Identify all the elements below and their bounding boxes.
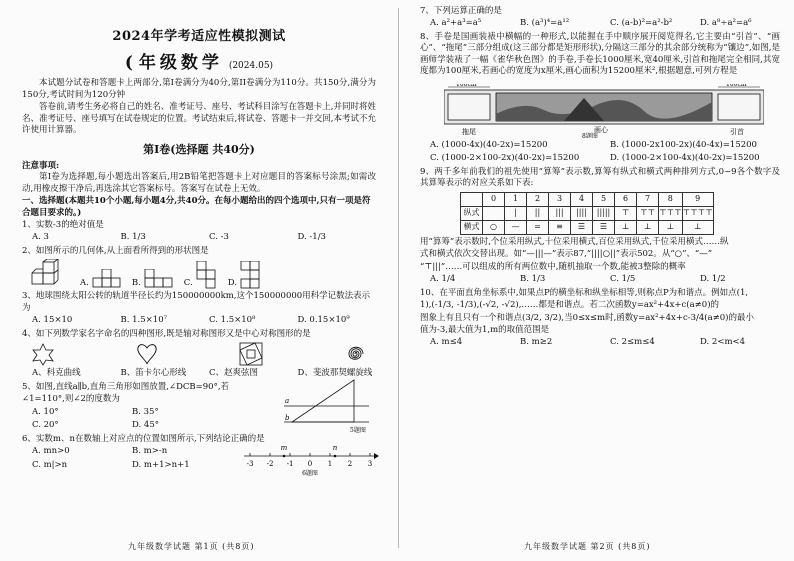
q9-options bbox=[430, 274, 780, 285]
tick-label: 0 bbox=[307, 460, 313, 469]
q4-figures bbox=[30, 342, 368, 366]
table-cell: 4 bbox=[571, 192, 593, 206]
table-cell: ⊤ bbox=[615, 206, 637, 220]
table-cell: 7 bbox=[637, 192, 659, 206]
q6-options-row1 bbox=[32, 446, 222, 457]
table-cell: |||| bbox=[571, 206, 593, 220]
point-n-label: n bbox=[332, 444, 338, 453]
table-cell: ☰ bbox=[593, 220, 615, 234]
table-cell: ○ bbox=[483, 220, 505, 234]
q9-text-2: 式和横式依次交替出现。如“—|||—”表示87,“||||○||”表示502。从“○”、“—” bbox=[420, 249, 713, 260]
q2-choice-b bbox=[132, 269, 174, 289]
q7-option-c: C. (a-b)²=a²-b² bbox=[610, 18, 673, 29]
q9-option-c: C. 1/5 bbox=[610, 274, 636, 285]
q2-choice-c bbox=[184, 261, 218, 289]
q2-choice-d bbox=[228, 261, 262, 289]
table-cell: || bbox=[527, 206, 549, 220]
q10-stem-1: 10、在平面直角坐标系中,如果点P的横坐标和纵坐标相等,则称点P为和谐点。例如点(1, bbox=[420, 287, 749, 298]
q9-stem: 9、两千多年前我们的祖先使用“算筹”表示数,算筹有纵式和横式两种排列方式,0~9各个数字及其算筹表示的对应关系如下表: bbox=[420, 166, 780, 189]
q1-option-b: B. 1/3 bbox=[120, 232, 146, 243]
table-row bbox=[461, 206, 714, 220]
table-cell: ||| bbox=[549, 206, 571, 220]
q2-shape-c bbox=[196, 261, 218, 289]
table-cell: ⊤⊤⊤⊤ bbox=[682, 206, 713, 220]
q4-option-c: C、赵爽弦图 bbox=[209, 368, 259, 379]
subject-prefix: ( bbox=[124, 52, 133, 73]
q2-option-a: A. bbox=[80, 277, 89, 288]
koch-curve-icon bbox=[30, 342, 56, 366]
q6-stem: 6、实数m、n在数轴上对应点的位置如图所示,下列结论正确的是 bbox=[22, 433, 265, 444]
q3-option-b: B. 1.5×10⁷ bbox=[120, 315, 168, 326]
table-cell: ⊥ bbox=[615, 220, 637, 234]
q5-stem-1: 5、如图,直线a∥b,直角三角形如图放置,∠DCB=90°,若 bbox=[22, 381, 230, 392]
table-cell: ☰ bbox=[571, 220, 593, 234]
q10-stem-2: 1),(-1/3, -1/3),(-√2, -√2),……都是和谐点。若二次函数y=ax²+4x+c(a≠0)的 bbox=[420, 300, 720, 311]
q6-number-line bbox=[240, 438, 380, 478]
table-cell: ⊤⊤ bbox=[637, 206, 659, 220]
q8-options-row1 bbox=[430, 140, 780, 151]
q5-options-row2 bbox=[32, 420, 222, 431]
table-cell bbox=[483, 206, 505, 220]
q2-option-b: B. bbox=[131, 277, 141, 288]
q6-figure-label: 6题图 bbox=[302, 470, 318, 478]
intro-paragraph-1: 本试题分试卷和答题卡上两部分,第I卷满分为40分,第II卷满分为110分。共150分,满分为150分,考试时间为120分钟 bbox=[22, 78, 376, 100]
table-cell: | bbox=[505, 206, 527, 220]
q2-shape-a bbox=[92, 269, 122, 289]
page-divider bbox=[398, 8, 399, 548]
cardioid-icon bbox=[134, 342, 160, 366]
q8-option-a: A. (1000-4x)(40-2x)=15200 bbox=[430, 139, 548, 150]
exam-title: 2024年学考适应性模拟测试 bbox=[112, 29, 286, 44]
table-cell: 8 bbox=[659, 192, 683, 206]
q6-block bbox=[22, 446, 376, 478]
subject-date: (2024.05) bbox=[228, 60, 274, 71]
q3-options bbox=[32, 315, 376, 326]
q2-shape-d bbox=[240, 261, 262, 289]
q6-option-d: D. m+1>n+1 bbox=[132, 459, 190, 470]
q7-option-b: B. (a³)⁴=a¹² bbox=[520, 18, 570, 29]
q9-text-1: 用“算筹”表示数时,个位采用纵式,十位采用横式,百位采用纵式,千位采用横式……纵 bbox=[420, 236, 729, 247]
notes-head: 注意事项: bbox=[22, 160, 60, 171]
label-tail-width: 100cm bbox=[456, 83, 477, 88]
right-page bbox=[404, 0, 794, 561]
q1-options bbox=[32, 232, 376, 243]
q10-options bbox=[430, 337, 780, 348]
table-cell: ⊥ bbox=[637, 220, 659, 234]
q5-option-d: D. 45° bbox=[132, 420, 159, 431]
q2-choice-a bbox=[80, 269, 122, 289]
q2-option-c: C. bbox=[183, 277, 193, 288]
q6-options-row2 bbox=[32, 460, 222, 471]
q4-option-b: B、笛卡尔心形线 bbox=[120, 368, 187, 379]
table-cell: ⊥ bbox=[659, 220, 683, 234]
table-row bbox=[461, 220, 714, 234]
q8-option-d: D. (1000-2×100-4x)(40-2x)=15200 bbox=[610, 153, 760, 164]
table-cell: ⊥ bbox=[682, 220, 713, 234]
svg-text:a: a bbox=[285, 396, 290, 405]
tick-label: -2 bbox=[266, 460, 274, 469]
q8-stem: 8、手卷是国画装裱中横幅的一种形式,以能握在手中顺序展开阅览得名,它主要由“引首”、“画心”、“拖尾”三部分组成(这三部分都是矩形形状),分隔这三部分的其余部分统称为“镶边”,如图,是画师学装裱了一幅《雀华秋色图》的手卷,手卷长1000厘米,宽40厘米,引首和拖尾完全相同,其宽度都为100厘米,若画心的宽度为x厘米,画心面积为15200厘米²,根据题意,可列方程是 bbox=[420, 31, 780, 77]
table-cell: 6 bbox=[615, 192, 637, 206]
scroll-painting-figure bbox=[444, 84, 764, 138]
q9-text-3: “⊤|||”……可以组成的所有两位数中,随机抽取一个数,能被3整除的概率 bbox=[420, 261, 686, 272]
q7-option-d: D. a⁸÷a²=a⁶ bbox=[700, 18, 752, 29]
table-cell: ≡ bbox=[549, 220, 571, 234]
subject-line bbox=[22, 52, 376, 75]
table-cell: — bbox=[505, 220, 527, 234]
q7-options bbox=[430, 18, 780, 29]
table-cell: 3 bbox=[549, 192, 571, 206]
part1-head: 一、选择题(本题共10个小题,每小题4分,共40分。在每小题给出的四个选项中,只有一项是符合题目要求的。) bbox=[22, 196, 371, 218]
tick-label: -3 bbox=[246, 460, 254, 469]
q9-option-d: D. 1/2 bbox=[700, 274, 726, 285]
q5-figure-label: 5题图 bbox=[350, 426, 366, 434]
q5-option-a: A. 10° bbox=[32, 406, 59, 417]
q5-option-c: C. 20° bbox=[32, 420, 59, 431]
zhao-shuang-diagram-icon bbox=[238, 342, 264, 366]
label-tail: 拖尾 bbox=[462, 127, 476, 136]
q9-option-b: B. 1/3 bbox=[520, 274, 546, 285]
q4-stem: 4、如下列数学家名字命名的四种图形,既是轴对称图形又是中心对称图形的是 bbox=[22, 328, 311, 339]
q4-option-a: A、科克曲线 bbox=[32, 368, 81, 379]
q6-option-a: A. mn>0 bbox=[32, 446, 70, 457]
tick-label: 1 bbox=[327, 460, 333, 469]
right-page-footer: 九年级数学试题 第2页 (共8页) bbox=[524, 542, 651, 552]
q6-option-b: B. m>-n bbox=[132, 446, 168, 457]
table-cell: 2 bbox=[527, 192, 549, 206]
label-head: 引首 bbox=[730, 127, 744, 136]
q3-stem: 3、地球围绕太阳公转的轨道半径长约为150000000km,这个150000000用科学记数法表示为 bbox=[22, 291, 371, 313]
q1-option-d: D. -1/3 bbox=[297, 232, 326, 243]
counting-rods-table bbox=[460, 192, 714, 235]
q8-options-row2 bbox=[430, 153, 780, 164]
q5-triangle-figure bbox=[284, 378, 374, 436]
q8-option-c: C. (1000-2×100-2x)(40-2x)=15200 bbox=[430, 153, 580, 164]
q10-option-c: C. 2≤m≤4 bbox=[610, 337, 655, 348]
q10-stem-3: 图象上有且只有一个和谐点(3/2, 3/2),当0≤x≤m时,函数y=ax²+4x+c-3/4(a≠0)的最小 bbox=[420, 312, 754, 323]
q2-option-d: D. bbox=[227, 277, 237, 288]
cube-solid-figure bbox=[30, 259, 70, 289]
q3-option-a: A. 15×10 bbox=[32, 315, 73, 326]
q1-stem: 1、实数-3的绝对值是 bbox=[22, 220, 104, 231]
q9-option-a: A. 1/4 bbox=[430, 274, 456, 285]
q5-stem-2: ∠1=110°,则∠2的度数为 bbox=[22, 394, 120, 405]
label-head-width: 100cm bbox=[726, 83, 747, 88]
q5-options-row1 bbox=[32, 407, 222, 418]
svg-text:b: b bbox=[285, 413, 290, 422]
intro-paragraph-2: 答卷前,请考生务必将自己的姓名、准考证号、座号、考试科目涂写在答题卡上,并同时将姓名、准考证号、座号填写在试卷规定的位置。考试结束后,将试卷、答题卡一并交回,本考试不允许使用计算器。 bbox=[22, 102, 376, 136]
subject-grade: 年级数学 bbox=[138, 52, 223, 73]
row-label-vertical: 纵式 bbox=[461, 206, 483, 220]
q10-option-a: A. m≤4 bbox=[430, 337, 463, 348]
q3-option-d: D. 0.15×10⁹ bbox=[297, 315, 350, 326]
q3-option-c: C. 1.5×10⁸ bbox=[209, 315, 256, 326]
table-cell: = bbox=[527, 220, 549, 234]
table-cell: ⊤⊤⊤ bbox=[659, 206, 683, 220]
q5-option-b: B. 35° bbox=[132, 406, 159, 417]
q7-option-a: A. a²+a³=a⁵ bbox=[430, 18, 482, 29]
tick-label: 2 bbox=[347, 460, 353, 469]
q8-scroll-figure bbox=[444, 84, 764, 138]
q10-option-b: B. m≥2 bbox=[520, 337, 553, 348]
q8-option-b: B. (1000-2x100-2x)(40-4x)=15200 bbox=[610, 139, 757, 150]
label-heart: 画心 bbox=[594, 125, 608, 134]
table-cell: 0 bbox=[483, 192, 505, 206]
point-m-label: m bbox=[280, 444, 288, 453]
notes-text: 第I卷为选择题,每小题选出答案后,用2B铅笔把答题卡上对应题目的答案标号涂黑;如需改动,用橡皮擦干净后,再选涂其它答案标号。答案写在试卷上无效。 bbox=[22, 172, 376, 194]
tick-label: 3 bbox=[367, 460, 373, 469]
q5-block bbox=[22, 382, 376, 432]
table-cell: 1 bbox=[505, 192, 527, 206]
left-page bbox=[0, 0, 392, 561]
q2-shape-b bbox=[144, 269, 174, 289]
table-cell bbox=[461, 192, 483, 206]
q4-option-d: D、斐波那契螺旋线 bbox=[297, 368, 373, 379]
q2-figures bbox=[30, 259, 376, 289]
q10-stem-4: 值为-3,最大值为1,m的取值范围是 bbox=[420, 324, 550, 335]
row-label-horizontal: 横式 bbox=[461, 220, 483, 234]
q7-stem: 7、下列运算正确的是 bbox=[420, 6, 502, 16]
section1-title: 第I卷(选择题 共40分) bbox=[143, 142, 255, 156]
tick-label: -1 bbox=[286, 460, 294, 469]
table-cell: 5 bbox=[593, 192, 615, 206]
q1-option-c: C. -3 bbox=[209, 232, 229, 243]
q2-stem: 2、如图所示的几何体,从上面看所得到的形状图是 bbox=[22, 245, 209, 256]
table-cell: ||||| bbox=[593, 206, 615, 220]
q10-option-d: D. 2<m<4 bbox=[700, 337, 746, 348]
table-cell: 9 bbox=[682, 192, 713, 206]
fibonacci-spiral-icon bbox=[342, 342, 368, 366]
q8-figure-label: 8题图 bbox=[582, 132, 598, 138]
q1-option-a: A. 3 bbox=[32, 232, 49, 243]
table-header-row bbox=[461, 192, 714, 206]
q6-option-c: C. m|>n bbox=[32, 459, 68, 470]
left-page-footer: 九年级数学试题 第1页 (共8页) bbox=[128, 542, 255, 552]
